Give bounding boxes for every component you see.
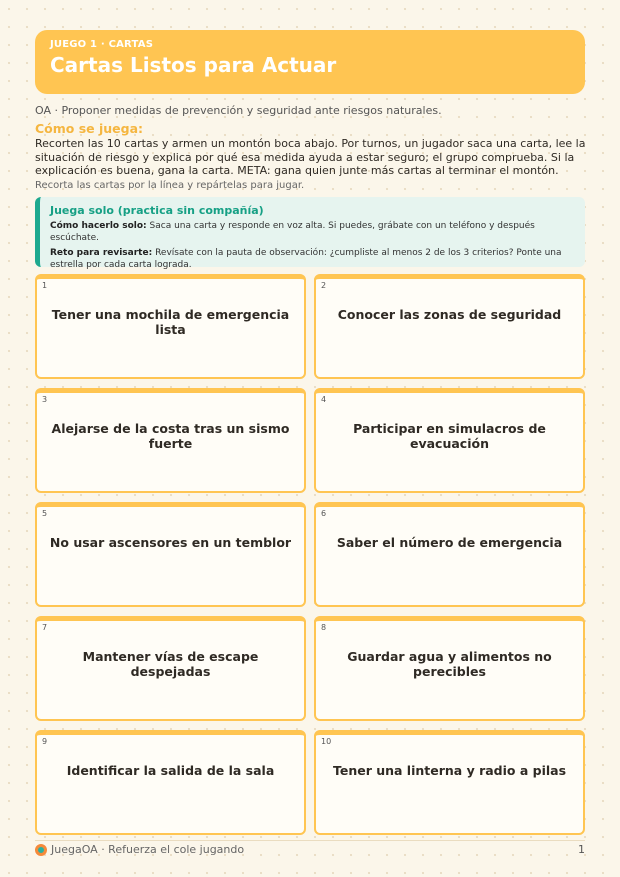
card-text: Tener una mochila de emergencia lista — [51, 307, 290, 337]
game-tag: JUEGO 1 · CARTAS — [50, 39, 154, 50]
card-number: 5 — [42, 509, 48, 518]
card-number: 4 — [321, 395, 327, 404]
solo-how-line — [50, 220, 575, 244]
card-text: Conocer las zonas de seguridad — [337, 307, 562, 322]
card-number: 6 — [321, 509, 327, 518]
card-text: Mantener vías de escape despejadas — [82, 649, 259, 679]
card-number: 9 — [42, 737, 48, 746]
solo-review-line — [50, 247, 575, 271]
card-text: Participar en simulacros de evacuación — [353, 421, 546, 451]
footer-divider — [35, 840, 585, 841]
card-number: 1 — [42, 281, 48, 290]
game-card[interactable] — [35, 502, 306, 607]
game-card[interactable] — [35, 388, 306, 493]
card-text: Guardar agua y alimentos no perecibles — [347, 649, 552, 679]
game-card[interactable] — [35, 274, 306, 379]
card-text: Saber el número de emergencia — [336, 535, 563, 550]
game-card[interactable] — [314, 730, 585, 835]
card-number: 8 — [321, 623, 327, 632]
card-number: 7 — [42, 623, 48, 632]
card-number: 2 — [321, 281, 327, 290]
learning-objective: OA · Proponer medidas de prevención y seguridad ante riesgos naturales. — [35, 104, 442, 117]
brand-logo-icon — [35, 844, 47, 856]
card-number: 3 — [42, 395, 48, 404]
solo-review-label: Reto para revisarte: — [50, 248, 153, 258]
card-text: Identificar la salida de la sala — [66, 763, 275, 778]
card-number: 10 — [321, 737, 332, 746]
footer — [35, 843, 244, 856]
card-text: Alejarse de la costa tras un sismo fuerte — [51, 421, 290, 451]
footer-brand: JuegaOA · Refuerza el cole jugando — [51, 843, 245, 856]
game-card[interactable] — [314, 616, 585, 721]
page-title: Cartas Listos para Actuar — [50, 53, 337, 77]
solo-review-text: Revísate con la pauta de observación: ¿cumpliste al menos 2 de los 3 criterios? Ponte una estrella por cada carta lograda. — [50, 248, 562, 270]
game-card[interactable] — [314, 274, 585, 379]
cut-note: Recorta las cartas por la línea y repártelas para jugar. — [35, 180, 305, 191]
solo-how-label: Cómo hacerlo solo: — [50, 221, 147, 231]
card-text: No usar ascensores en un temblor — [49, 535, 292, 550]
card-text: Tener una linterna y radio a pilas — [332, 763, 567, 778]
solo-heading: Juega solo (practica sin compañía) — [50, 204, 264, 217]
page-number: 1 — [578, 843, 585, 856]
solo-play-box — [35, 197, 585, 270]
game-card[interactable] — [314, 388, 585, 493]
how-to-play-text: Recorten las 10 cartas y armen un montón boca abajo. Por turnos, un jugador saca una carta, lee la situación de riesgo y explica por qué esa medida ayuda a estar seguro; el grupo comprueba. Si la explicación es buena, gana la carta. META: gana quien junte más cartas al terminar el montón. — [35, 137, 586, 177]
how-to-play-heading: Cómo se juega: — [35, 121, 144, 136]
game-card[interactable] — [35, 616, 306, 721]
game-card[interactable] — [314, 502, 585, 607]
solo-how-text: Saca una carta y responde en voz alta. Si puedes, grábate con un teléfono y después escúchate. — [50, 221, 535, 243]
game-card[interactable] — [35, 730, 306, 835]
page-header — [35, 30, 585, 94]
